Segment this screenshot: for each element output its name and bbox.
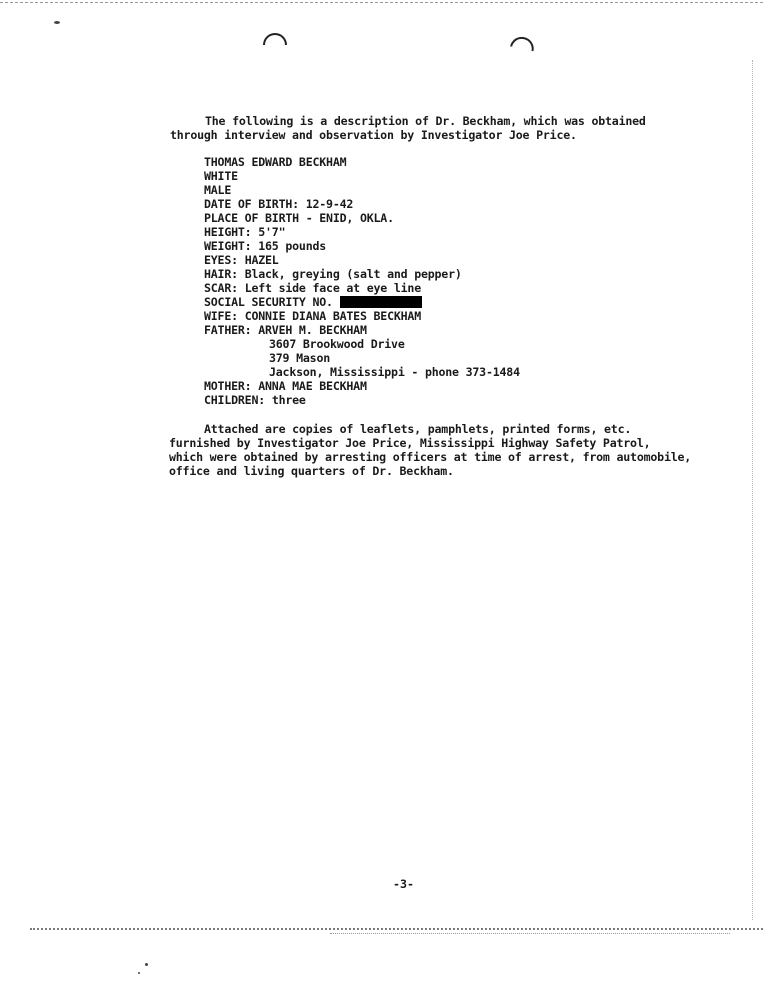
intro-line-2: through interview and observation by Investigator Joe Price.	[170, 128, 577, 142]
ssn-redaction-box	[340, 296, 422, 308]
height-label: HEIGHT:	[204, 225, 252, 239]
father-line	[204, 323, 367, 337]
subject-name: THOMAS EDWARD BECKHAM	[204, 155, 347, 169]
eyes-value: HAZEL	[244, 253, 279, 267]
father-value: ARVEH M. BECKHAM	[258, 323, 367, 337]
scar-value: Left side face at eye line	[244, 281, 421, 295]
weight-value: 165 pounds	[258, 239, 327, 253]
attachment-line-3: which were obtained by arresting officers at time of arrest, from automobile,	[169, 450, 692, 464]
page-number: -3-	[393, 877, 414, 891]
wife-line	[204, 309, 421, 323]
wife-label: WIFE:	[204, 309, 238, 323]
subject-race: WHITE	[204, 169, 238, 183]
scan-speck	[145, 963, 148, 966]
bottom-scan-edge	[30, 928, 763, 930]
dob-label: DATE OF BIRTH:	[204, 197, 299, 211]
weight-line	[204, 239, 326, 253]
height-value: 5'7"	[258, 225, 286, 239]
wife-value: CONNIE DIANA BATES BECKHAM	[244, 309, 421, 323]
ssn-label: SOCIAL SECURITY NO.	[204, 295, 333, 309]
dob-value: 12-9-42	[305, 197, 354, 211]
pob-label: PLACE OF BIRTH -	[204, 211, 313, 225]
attachment-line-4: office and living quarters of Dr. Beckham.	[169, 464, 454, 478]
pob-line	[204, 211, 394, 225]
father-address-2: 379 Mason	[269, 351, 331, 365]
subject-sex: MALE	[204, 183, 232, 197]
bottom-scan-edge-secondary	[330, 933, 730, 934]
hair-label: HAIR:	[204, 267, 238, 281]
scar-line	[204, 281, 421, 295]
children-label: CHILDREN:	[204, 393, 266, 407]
top-scan-edge	[0, 2, 763, 3]
eyes-label: EYES:	[204, 253, 238, 267]
children-line	[204, 393, 306, 407]
father-label: FATHER:	[204, 323, 252, 337]
punch-hole-mark-left	[263, 33, 287, 45]
attachment-line-1: Attached are copies of leaflets, pamphlets, printed forms, etc.	[204, 422, 632, 436]
attachment-line-2: furnished by Investigator Joe Price, Mississippi Highway Safety Patrol,	[169, 436, 651, 450]
scar-label: SCAR:	[204, 281, 238, 295]
mother-line	[204, 379, 367, 393]
father-address-3: Jackson, Mississippi - phone 373-1484	[269, 365, 520, 379]
ssn-line	[204, 295, 422, 309]
intro-line-1: The following is a description of Dr. Beckham, which was obtained	[205, 114, 646, 128]
mother-label: MOTHER:	[204, 379, 252, 393]
dob-line	[204, 197, 353, 211]
children-value: three	[271, 393, 306, 407]
weight-label: WEIGHT:	[204, 239, 252, 253]
height-line	[204, 225, 285, 239]
mother-value: ANNA MAE BECKHAM	[258, 379, 367, 393]
hair-line	[204, 267, 462, 281]
eyes-line	[204, 253, 279, 267]
right-scan-edge	[752, 60, 753, 920]
scan-speck	[54, 21, 60, 24]
father-address-1: 3607 Brookwood Drive	[269, 337, 405, 351]
scan-speck	[138, 972, 140, 974]
punch-hole-mark-right	[510, 35, 536, 52]
pob-value: ENID, OKLA.	[319, 211, 394, 225]
hair-value: Black, greying (salt and pepper)	[244, 267, 462, 281]
